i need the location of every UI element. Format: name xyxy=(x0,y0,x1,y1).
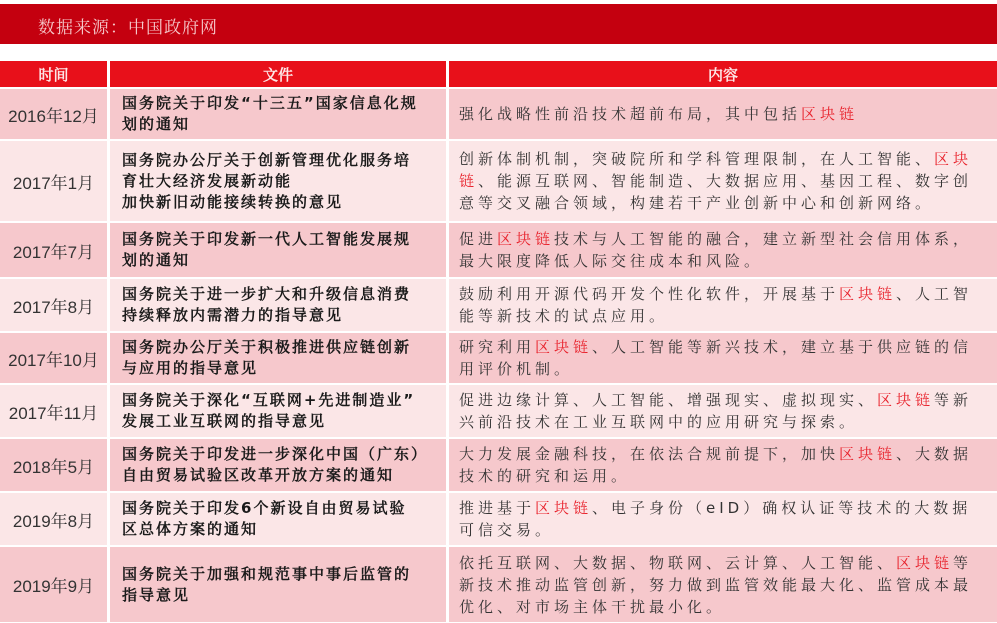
row-content xyxy=(449,491,997,545)
content-text: 强化战略性前沿技术超前布局，其中包括 xyxy=(459,105,802,123)
row-time: 2017年1月 xyxy=(0,139,110,221)
content-text: 、能源互联网、智能制造、大数据应用、基因工程、数字创意等交叉融合领域，构建若干产业创新中心和创新网络。 xyxy=(459,172,973,212)
table-row xyxy=(0,331,997,383)
row-file: 国务院关于印发新一代人工智能发展规 划的通知 xyxy=(110,221,449,277)
row-time: 2017年7月 xyxy=(0,221,110,277)
row-content xyxy=(449,221,997,277)
table-row xyxy=(0,383,997,437)
keyword-highlight: 区块链 xyxy=(839,285,897,303)
source-label: 数据来源：中国政府网 xyxy=(38,18,218,38)
row-content xyxy=(449,545,997,622)
row-file: 国务院关于印发6个新设自由贸易试验 区总体方案的通知 xyxy=(110,491,449,545)
table-row xyxy=(0,437,997,491)
row-file: 国务院关于加强和规范事中事后监管的 指导意见 xyxy=(110,545,449,622)
content-text: 依托互联网、大数据、物联网、云计算、人工智能、 xyxy=(459,553,897,572)
row-content xyxy=(449,139,997,221)
table-row xyxy=(0,221,997,277)
table-row xyxy=(0,277,997,331)
row-time: 2019年8月 xyxy=(0,491,110,545)
header-content: 内容 xyxy=(449,61,997,87)
row-file: 国务院关于深化“互联网+先进制造业” 发展工业互联网的指导意见 xyxy=(110,383,449,437)
content-text: 促进 xyxy=(459,230,498,248)
row-file: 国务院关于进一步扩大和升级信息消费 持续释放内需潜力的指导意见 xyxy=(110,277,449,331)
content-text: 、人工智能等新兴技术，建立基于供应链的信用评价机制。 xyxy=(459,338,973,378)
content-text: 促进边缘计算、人工智能、增强现实、虚拟现实、 xyxy=(459,391,878,409)
table-row xyxy=(0,87,997,139)
row-file: 国务院办公厅关于积极推进供应链创新 与应用的指导意见 xyxy=(110,331,449,383)
header-time: 时间 xyxy=(0,61,110,87)
keyword-highlight: 区块链 xyxy=(535,338,593,356)
content-text: 推进基于 xyxy=(459,499,536,517)
keyword-highlight: 区块链 xyxy=(801,105,859,123)
keyword-highlight: 区块链 xyxy=(497,230,555,248)
content-text: 鼓励利用开源代码开发个性化软件，开展基于 xyxy=(459,285,840,303)
keyword-highlight: 区块链 xyxy=(839,445,897,463)
policy-table xyxy=(0,61,997,622)
row-file: 国务院关于印发“十三五”国家信息化规 划的通知 xyxy=(110,87,449,139)
row-content xyxy=(449,87,997,139)
header-file: 文件 xyxy=(110,61,449,87)
table-row xyxy=(0,545,997,622)
table-row xyxy=(0,491,997,545)
row-content xyxy=(449,331,997,383)
row-file: 国务院关于印发进一步深化中国（广东） 自由贸易试验区改革开放方案的通知 xyxy=(110,437,449,491)
row-file: 国务院办公厅关于创新管理优化服务培 育壮大经济发展新动能 加快新旧动能接续转换的意见 xyxy=(110,139,449,221)
row-content xyxy=(449,383,997,437)
row-time: 2016年12月 xyxy=(0,87,110,139)
row-content xyxy=(449,437,997,491)
content-text: 、大数据技术的研究和运用。 xyxy=(459,445,973,485)
content-text: 等新兴前沿技术在工业互联网中的应用研究与探索。 xyxy=(459,391,973,431)
content-text: 大力发展金融科技，在依法合规前提下，加快 xyxy=(459,445,840,463)
row-content xyxy=(449,277,997,331)
content-text: 创新体制机制，突破院所和学科管理限制，在人工智能、 xyxy=(459,150,935,168)
row-time: 2019年9月 xyxy=(0,545,110,622)
keyword-highlight: 区块链 xyxy=(535,499,593,517)
content-text: 、电子身份（eID）确权认证等技术的大数据可信交易。 xyxy=(459,499,972,539)
row-time: 2017年11月 xyxy=(0,383,110,437)
content-text: 研究利用 xyxy=(459,338,536,356)
row-time: 2018年5月 xyxy=(0,437,110,491)
row-time: 2017年10月 xyxy=(0,331,110,383)
source-banner xyxy=(0,4,997,44)
keyword-highlight: 区块链 xyxy=(896,553,954,572)
table-header xyxy=(0,61,997,87)
content-text: 技术与人工智能的融合，建立新型社会信用体系，最大限度降低人际交往成本和风险。 xyxy=(459,230,973,270)
row-time: 2017年8月 xyxy=(0,277,110,331)
keyword-highlight: 区块链 xyxy=(459,150,973,190)
table-row xyxy=(0,139,997,221)
content-text: 等新技术推动监管创新，努力做到监管效能最大化、监管成本最优化、对市场主体干扰最小化。 xyxy=(459,553,973,616)
content-text: 、人工智能等新技术的试点应用。 xyxy=(459,285,973,325)
keyword-highlight: 区块链 xyxy=(877,391,935,409)
